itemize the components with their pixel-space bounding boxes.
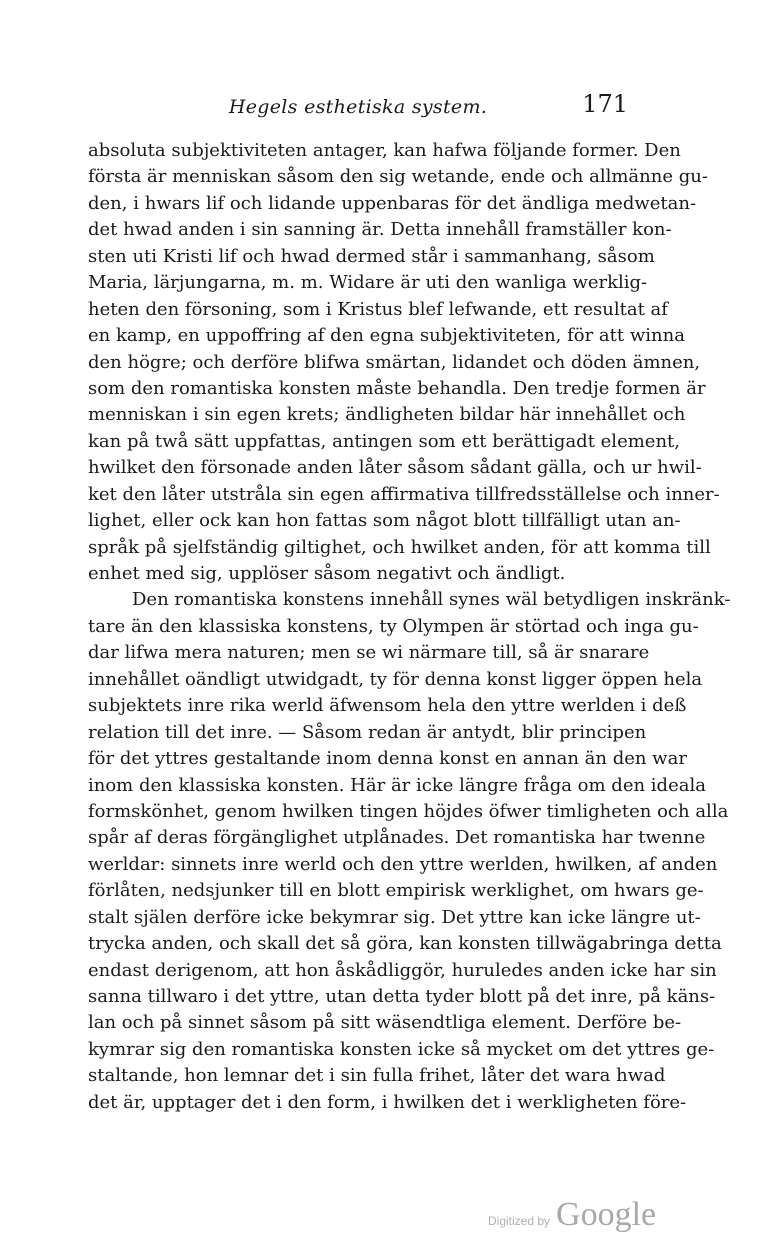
paragraph <box>88 587 731 1116</box>
google-logo: Google <box>556 1196 657 1233</box>
text-line: enhet med sig, upplöser såsom negativt och ändligt. <box>88 563 566 584</box>
text-line: det är, upptager det i den form, i hwilken det i werkligheten före- <box>88 1091 687 1113</box>
body-text <box>88 138 731 1116</box>
text-line: sten uti Kristi lif och hwad dermed står i sammanhang, såsom <box>88 245 655 267</box>
paragraph <box>88 138 720 587</box>
text-line: kymrar sig den romantiska konsten icke så mycket om det yttres ge- <box>88 1038 715 1060</box>
text-line: endast derigenom, att hon åskådliggör, huruledes anden icke har sin <box>88 959 717 981</box>
text-line: Den romantiska konstens innehåll synes wäl betydligen inskränk- <box>132 589 731 611</box>
text-line: dar lifwa mera naturen; men se wi närmare till, så är snarare <box>88 642 650 664</box>
running-title: Hegels esthetiska system. <box>228 96 488 118</box>
text-line: sanna tillwaro i det yttre, utan detta tyder blott på det inre, på käns- <box>88 986 716 1007</box>
text-line: den högre; och derföre blifwa smärtan, lidandet och döden ämnen, <box>88 351 701 373</box>
text-line: formskönhet, genom hwilken tingen höjdes öfwer timligheten och alla <box>88 800 729 822</box>
page-number: 171 <box>582 90 628 118</box>
text-line: relation till det inre. — Såsom redan är antydt, blir principen <box>88 721 647 743</box>
text-line: spår af deras förgänglighet utplånades. Det romantiska har twenne <box>88 827 706 849</box>
text-line: Maria, lärjungarna, m. m. Widare är uti den wanliga werklig- <box>88 272 648 294</box>
text-line: förlåten, nedsjunker till en blott empirisk werklighet, om hwars ge- <box>88 880 704 902</box>
text-line: för det yttres gestaltande inom denna konst en annan än den war <box>88 748 687 770</box>
text-line: det hwad anden i sin sanning är. Detta innehåll framställer kon- <box>88 219 672 241</box>
text-line: stalt själen derföre icke bekymrar sig. Det yttre kan icke längre ut- <box>88 906 701 928</box>
text-line: menniskan i sin egen krets; ändligheten bildar här innehållet och <box>88 404 686 426</box>
text-line: kan på twå sätt uppfattas, antingen som ett berättigadt element, <box>88 430 680 452</box>
digitized-by-google-watermark <box>488 1196 658 1236</box>
text-line: hwilket den försonade anden låter såsom sådant gälla, och ur hwil- <box>88 457 702 479</box>
text-line: en kamp, en uppoffring af den egna subjektiviteten, för att winna <box>88 325 685 347</box>
text-line: innehållet oändligt utwidgadt, ty för denna konst ligger öppen hela <box>88 668 703 690</box>
text-line: trycka anden, och skall det så göra, kan konsten tillwägabringa detta <box>88 933 722 955</box>
text-line: ket den låter utstråla sin egen affirmativa tillfredsställelse och inner- <box>88 483 720 505</box>
text-line: språk på sjelfständig giltighet, och hwilket anden, för att komma till <box>88 536 711 558</box>
text-line: subjektets inre rika werld äfwensom hela den yttre werlden i deß <box>88 695 687 717</box>
text-line: lighet, eller ock kan hon fattas som något blott tillfälligt utan an- <box>88 510 681 532</box>
text-line: absoluta subjektiviteten antager, kan hafwa följande former. Den <box>88 140 681 161</box>
watermark-prefix: Digitized by <box>488 1214 551 1228</box>
text-line: första är menniskan såsom den sig wetande, ende och allmänne gu- <box>88 166 708 188</box>
text-line: tare än den klassiska konstens, ty Olympen är störtad och inga gu- <box>88 615 699 637</box>
text-line: lan och på sinnet såsom på sitt wäsendtliga element. Derföre be- <box>88 1012 682 1034</box>
text-line: den, i hwars lif och lidande uppenbaras för det ändliga medwetan- <box>88 192 697 214</box>
running-head <box>88 90 628 126</box>
text-line: staltande, hon lemnar det i sin fulla frihet, låter det wara hwad <box>88 1065 666 1087</box>
text-line: heten den försoning, som i Kristus blef lefwande, ett resultat af <box>88 298 668 320</box>
text-line: som den romantiska konsten måste behandla. Den tredje formen är <box>88 377 706 399</box>
text-line: inom den klassiska konsten. Här är icke längre fråga om den ideala <box>88 774 706 796</box>
text-line: werldar: sinnets inre werld och den yttre werlden, hwilken, af anden <box>88 853 718 875</box>
